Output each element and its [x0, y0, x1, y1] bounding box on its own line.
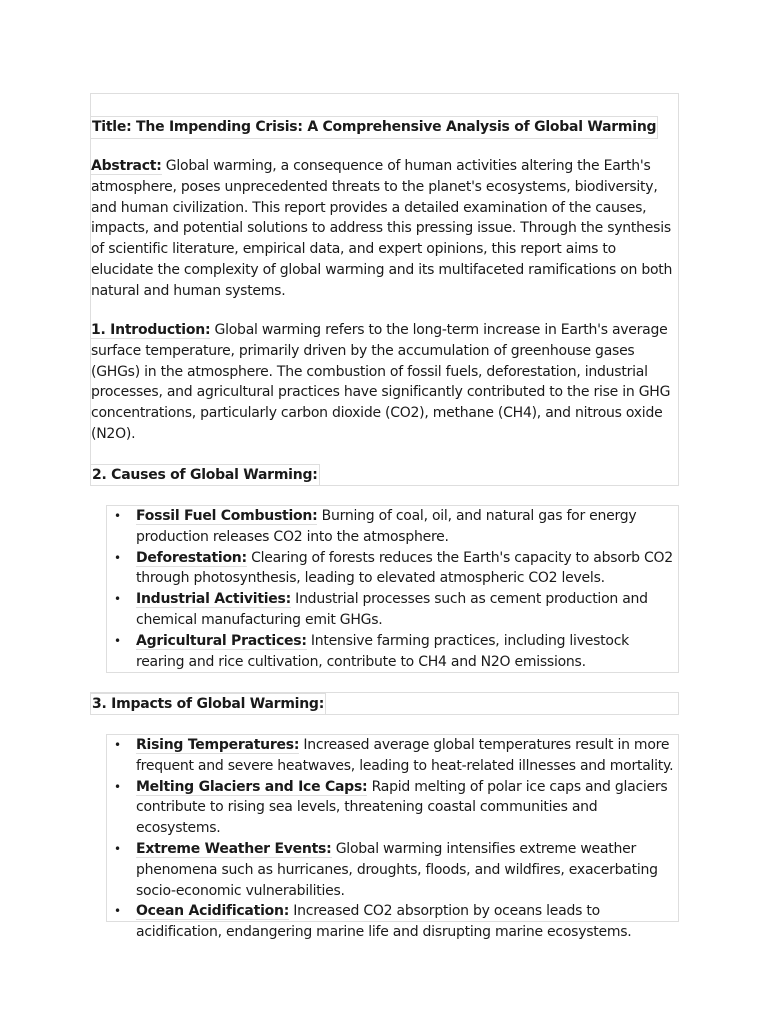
- bullet-icon: •: [114, 841, 121, 856]
- abstract-text: Global warming, a consequence of human activities altering the Earth's atmosphere, poses unprecedented threats to the planet's ecosystems, biodiversity, and human civilization. This report provides a detailed examination of the causes, impacts, and potential solutions to address this pressing issue. Through the synthesis of scientific literature, empirical data, and expert opinions, this report aims to elucidate the complexity of global warming and its multifaceted ramifications on both natural and human systems.: [91, 158, 673, 299]
- list-item: [114, 901, 676, 943]
- list-item: [114, 777, 676, 839]
- bullet-icon: •: [114, 738, 121, 752]
- list-item: [114, 589, 676, 631]
- causes-heading: [91, 464, 678, 484]
- bullet-icon: •: [114, 550, 121, 565]
- causes-list: [114, 506, 676, 672]
- item-lead: Ocean Acidification:: [136, 903, 290, 920]
- impacts-heading-text: 3. Impacts of Global Warming:: [90, 693, 326, 715]
- bullet-icon: •: [114, 904, 121, 919]
- document-title: [91, 116, 681, 139]
- item-text: Global warming intensifies extreme weather phenomena such as hurricanes, droughts, floods, and wildfires, exacerbating socio-economic vulnerabilities.: [136, 840, 658, 899]
- introduction-text: Global warming refers to the long-term increase in Earth's average surface temperature, primarily driven by the accumulation of greenhouse gases (GHGs) in the atmosphere. The combustion of fossil fuels, deforestation, industrial processes, and agricultural practices have significantly contributed to the rise in GHG concentrations, particularly carbon dioxide (CO2), methane (CH4), and nitrous oxide (N2O).: [91, 322, 671, 442]
- abstract-paragraph: [91, 156, 681, 302]
- bullet-icon: •: [114, 633, 121, 648]
- causes-heading-text: 2. Causes of Global Warming:: [90, 464, 320, 486]
- list-item: [114, 839, 676, 901]
- list-item: [114, 548, 676, 590]
- item-lead: Fossil Fuel Combustion:: [136, 508, 318, 524]
- item-lead: Rising Temperatures:: [136, 737, 300, 753]
- list-item: [114, 506, 676, 548]
- item-lead: Extreme Weather Events:: [136, 840, 332, 857]
- introduction-lead: 1. Introduction:: [91, 322, 211, 338]
- abstract-lead: Abstract:: [91, 158, 162, 174]
- item-text: Burning of coal, oil, and natural gas for energy production releases CO2 into the atmosphere.: [136, 508, 637, 545]
- introduction-paragraph: [91, 320, 681, 445]
- item-text: Increased average global temperatures result in more frequent and severe heatwaves, leading to heat-related illnesses and mortality.: [136, 737, 674, 774]
- list-item: [114, 735, 676, 777]
- item-text: Rapid melting of polar ice caps and glaciers contribute to rising sea levels, threatening coastal communities and ecosystems.: [136, 778, 668, 837]
- item-text: Clearing of forests reduces the Earth's capacity to absorb CO2 through photosynthesis, leading to elevated atmospheric CO2 levels.: [136, 549, 673, 587]
- item-text: Increased CO2 absorption by oceans leads to acidification, endangering marine life and disrupting marine ecosystems.: [136, 903, 632, 941]
- item-lead: Melting Glaciers and Ice Caps:: [136, 778, 368, 795]
- bullet-icon: •: [114, 592, 121, 607]
- impacts-list: [114, 735, 676, 943]
- item-lead: Agricultural Practices:: [136, 632, 307, 649]
- item-text: Industrial processes such as cement production and chemical manufacturing emit GHGs.: [136, 591, 648, 628]
- item-lead: Deforestation:: [136, 549, 247, 566]
- item-text: Intensive farming practices, including livestock rearing and rice cultivation, contribute to CH4 and N2O emissions.: [136, 632, 629, 670]
- list-item: [114, 631, 676, 673]
- title-text: Title: The Impending Crisis: A Comprehensive Analysis of Global Warming: [90, 116, 658, 139]
- bullet-icon: •: [114, 509, 121, 523]
- bullet-icon: •: [114, 779, 121, 794]
- item-lead: Industrial Activities:: [136, 591, 291, 608]
- impacts-heading: [91, 693, 678, 713]
